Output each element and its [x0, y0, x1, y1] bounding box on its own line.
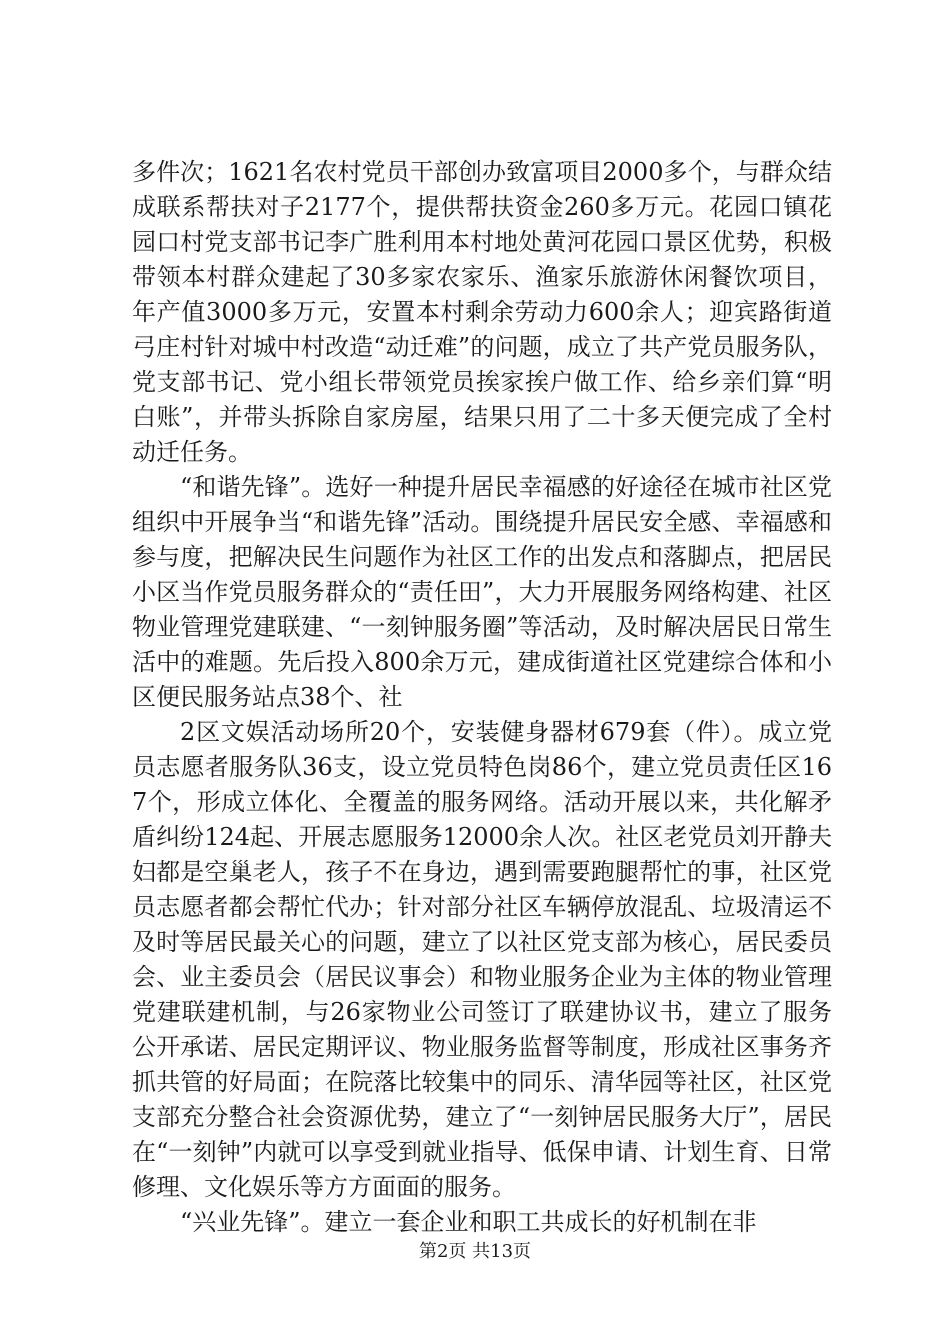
paragraph-industry-pioneer: “兴业先锋”。建立一套企业和职工共成长的好机制在非	[180, 1208, 757, 1236]
page-number-footer: 第2页 共13页	[418, 1241, 532, 1262]
paragraph-community-services: 2区文娱活动场所20个，安装健身器材679套（件）。成立党员志愿者服务队36支，设立党员特色岗86个，建立党员责任区167个，形成立体化、全覆盖的服务网络。活动开展以来，共化解矛盾纠纷124起、开展志愿服务12000余人次。社区老党员刘开静夫妇都是空巢老人，孩子不在身边，遇到需要跑腿帮忙的事，社区党员志愿者都会帮忙代办；针对部分社区车辆停放混乱、垃圾清运不及时等居民最关心的问题，建立了以社区党支部为核心，居民委员会、业主委员会（居民议事会）和物业服务企业为主体的物业管理党建联建机制，与26家物业公司签订了联建协议书，建立了服务公开承诺、居民定期评议、物业服务监督等制度，形成社区事务齐抓共管的好局面；在院落比较集中的同乐、清华园等社区，社区党支部充分整合社会资源优势，建立了“一刻钟居民服务大厅”，居民在“一刻钟”内就可以享受到就业指导、低保申请、计划生育、日常修理、文化娱乐等方方面面的服务。	[132, 718, 832, 1201]
paragraph-rural-party-members: 多件次；1621名农村党员干部创办致富项目2000多个，与群众结成联系帮扶对子2177个，提供帮扶资金260多万元。花园口镇花园口村党支部书记李广胜利用本村地处黄河花园口景区优势，积极带领本村群众建起了30多家农家乐、渔家乐旅游休闲餐饮项目，年产值3000多万元，安置本村剩余劳动力600余人；迎宾路街道弓庄村针对城中村改造“动迁难”的问题，成立了共产党员服务队，党支部书记、党小组长带领党员挨家挨户做工作、给乡亲们算“明白账”，并带头拆除自家房屋，结果只用了二十多天便完成了全村动迁任务。	[132, 158, 832, 466]
document-body	[132, 155, 832, 1240]
paragraph-harmony-pioneer: “和谐先锋”。选好一种提升居民幸福感的好途径在城市社区党组织中开展争当“和谐先锋”活动。围绕提升居民安全感、幸福感和参与度，把解决民生问题作为社区工作的出发点和落脚点，把居民小区当作党员服务群众的“责任田”，大力开展服务网络构建、社区物业管理党建联建、“一刻钟服务圈”等活动，及时解决居民日常生活中的难题。先后投入800余万元，建成街道社区党建综合体和小区便民服务站点38个、社	[132, 473, 832, 711]
